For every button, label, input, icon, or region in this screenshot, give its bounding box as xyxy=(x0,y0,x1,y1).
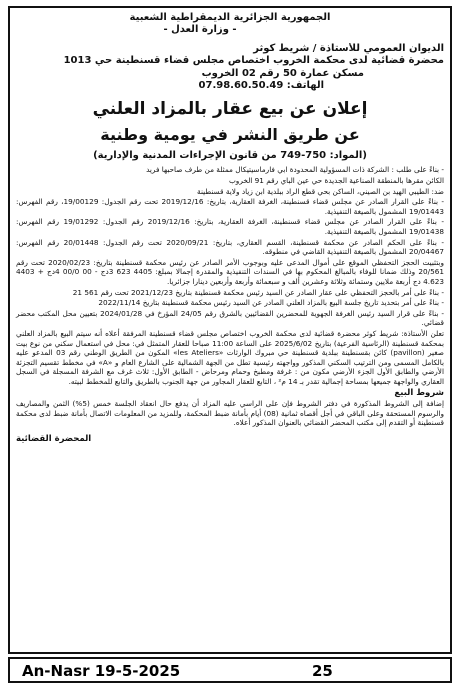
newspaper-footer xyxy=(8,657,452,683)
paragraph: وبتثبيت الحجز التحفظي الموقع على أموال المدعى عليه وبوجوب الأمر الصادر عن رئيس محكمة قسنطينة بتاريخ: 2020/02/23 تحت رقم 20/561 وذلك ضمانا للوفاء بالمبالغ المحكوم بها في السندات التنفيذية والمقدرة إجمالا بمبلغ: 4405 623 3دج - 00 00/0 4دج + 4403 4.623 دج أربعة ملايين وستمائة وثلاثة وعشرين ألف و سبعمائة وأربعة وأربعين دينارا جزائريا. xyxy=(16,257,444,286)
law-reference: (المواد: 750-749 من قانون الإجراءات المدنية والإدارية) xyxy=(93,150,367,162)
office-header xyxy=(16,12,444,92)
announcement-subtitle: عن طريق النشر في يومية وطنية xyxy=(100,125,360,145)
ministry-line: - وزارة العدل - xyxy=(163,24,237,36)
announcement-body xyxy=(16,165,444,427)
paragraph: - بناءً على طلب : الشركة ذات المسؤولية المحدودة ابي فارماسيتيكال ممثلة من طرف صاحبها فريد xyxy=(146,165,444,175)
paragraph: تعلن الأستاذة: شريط كوثر محضرة قضائية لدى محكمة الخروب اختصاص مجلس قضاء قسنطينة المرفقة أعلاه أنه سيتم البيع بالمزاد العلني بمحكمة قسنطينة (الرئاسية الفرعية) بتاريخ 2025/6/02 على الساعة 11:00 صباحا للعقار المتمثل في: محل في استعمال سكني من نوع بيت صغير (pavillon) كائن بقسنطينة ببلدية قسنطينة حي مبروك الوارثات «les Ateliers» المكون من الطريق الوطني رقم 03 المدعو عليه بالكامل المسمى ومن الترتيب السكني المذكور وواجهته رئيسية تطل من الجهة الشمالية على الشارع العام و «A» في مخطط تقسيم التجزئة الأرضي والطابق الأول الجزء الأرضي مكون من : غرفة ومطبخ وحمام ومرحاض - الطابق الأول: ثلاث غرف مع الشرفة المسجلة في السجل العقاري والواجهة جميعها بمساحة إجمالية تقدر بـ 14 م² ، التابع للعقار المجاور من جهة الجنوب بالطريق والتابع للمخطط لبيته. xyxy=(16,328,444,386)
announcement-content xyxy=(16,12,444,648)
paragraph: - بناءً على القرار الصادر عن مجلس قضاء قسنطينة، الغرفة العقارية، بتاريخ: 2019/12/16 تحت رقم الجدول: 19/00129، رقم الفهرس: 19/01443 المشمول بالصيغة التنفيذية. xyxy=(16,197,444,216)
phone-line: الهاتف: 07.98.60.50.49 xyxy=(198,80,324,92)
address-line: مسكن عمارة 50 رقم 02 الخروب xyxy=(201,67,364,79)
diwan-line: الديوان العمومي للأستاذة / شريط كوثر xyxy=(253,42,444,54)
paragraph: ضد: الطيبي الهيد بن الصيني، الساكن بحي قطع الراد ببلدية ابن زياد ولاية قسنطينة xyxy=(197,186,444,196)
announcement-page xyxy=(8,6,452,654)
paragraph: - بناءً على الحكم الصادر عن محكمة قسنطينة، القسم العقاري، بتاريخ: 2020/09/21 تحت رقم الجدول: 20/01448 رقم الفهرس: 20/04467 المشمول بالصيغة التنفيذية القاضي في منطوقه. xyxy=(16,237,444,257)
paragraph: الكائن مقرها بالمنطقة الصناعية الجديدة حي عين الباي رقم 91 الخروب xyxy=(228,176,444,186)
page-number: 25 xyxy=(312,662,333,680)
office-line: محضرة قضائية لدى محكمة الخروب اختصاص مجلس قضاء قسنطينة حي 1013 xyxy=(63,55,444,67)
conditions-heading: شروط البيع xyxy=(394,387,444,398)
paragraph: - بناءً على أمر بتحديد تاريخ جلسة البيع بالمزاد العلني الصادر عن السيد رئيس محكمة قسنطينة بتاريخ 2022/11/14 xyxy=(98,298,444,308)
paragraph: إضافة إلى الشروط المذكورة في دفتر الشروط فإن على الراسي عليه المزاد أن يدفع حال انعقاد الجلسة خمس (5%) الثمن والمصاريف والرسوم المستحقة وعلى الباقي في أجل أقصاه ثمانية (08) أيام بأمانة ضبط المحكمة، وللمزيد من المعلومات الاتصال بأمانة ضبط لدى محكمة قسنطينة أو التقدم إلى مكتب المحضر القضائي بالعنوان المذكور أعلاه. xyxy=(16,399,445,428)
signature: المحضرة القضائية xyxy=(16,433,92,444)
publication-label: An-Nasr 19-5-2025 xyxy=(22,662,181,680)
paragraph: - بناءً على القرار الصادر عن مجلس قضاء قسنطينة، الغرفة العقارية، بتاريخ: 2019/12/16 رقم الجدول: 19/01292 رقم الفهرس: 19/01438 المشمول بالصيغة التنفيذية. xyxy=(16,217,444,236)
republic-line: الجمهورية الجزائرية الديمقراطية الشعبية xyxy=(129,12,331,23)
announcement-title: إعلان عن بيع عقار بالمزاد العلني xyxy=(92,99,368,120)
paragraph: - بناءً على قرار السيد رئيس الغرفة الجهوية للمحضرين القضائيين بالشرق رقم 24/05 المؤرخ في 2024/01/28 بتعيين محل المكتب محضر قضائي. xyxy=(16,308,444,328)
paragraph: - بناءً على أمر بالحجز التحفظي على عقار الصادر عن السيد رئيس محكمة قسنطينة بتاريخ 2021/12/23 تحت رقم 561 21 xyxy=(72,287,444,297)
